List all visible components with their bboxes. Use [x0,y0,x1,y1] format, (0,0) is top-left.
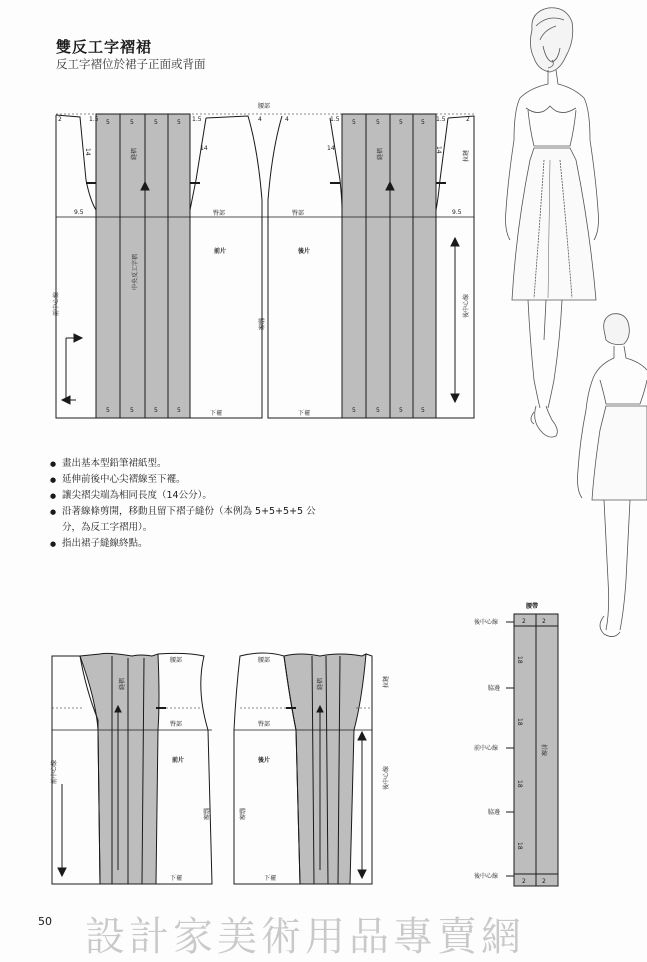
waistband-2-b: 2 [542,618,546,625]
label-offset-left: 9.5 [74,209,84,216]
bottom-waist-left: 腰部 [170,656,182,664]
bottom-hem-right: 下襬 [264,874,276,882]
fashion-figure-front [506,8,599,437]
label-num-1-5-d: 1.5 [436,116,446,123]
instruction-item: ● 畫出基本型鉛筆裙紙型。 [50,456,360,472]
label-num-1-5-b: 1.5 [192,116,202,123]
label-pleat-5-g: 5 [399,119,403,126]
label-dart-14-a: 14 [84,148,91,156]
label-hem-right: 下襬 [298,409,310,417]
instruction-list [50,456,360,552]
waistband-18-c: 18 [516,780,523,788]
waistband-2-c: 2 [522,878,526,885]
bottom-front-center-line: 前中心線 [50,760,58,784]
label-pleat-5-i: 5 [106,407,110,414]
label-pleat-5-j: 5 [130,407,134,414]
label-pleat-5-n: 5 [376,407,380,414]
waistband-fold: 折線 [540,744,548,756]
label-pleat-5-f: 5 [376,119,380,126]
label-dart-14-d: 14 [435,146,442,154]
label-num-4-b: 4 [285,116,289,123]
label-pleat-left: 縫褶 [130,148,138,160]
bottom-pleat-right: 縫褶 [316,678,324,690]
bottom-hip-left: 臀部 [170,720,182,728]
label-pleat-5-a: 5 [106,119,110,126]
label-back-center-line: 後中心線 [462,294,470,318]
bottom-front-piece: 前片 [172,756,184,764]
waistband-2-d: 2 [542,878,546,885]
label-pleat-5-k: 5 [154,407,158,414]
label-waist: 腰部 [258,102,270,110]
bottom-hem-left: 下襬 [170,874,182,882]
label-side-seam: 脇線 [257,318,265,330]
label-hem-left: 下襬 [210,409,222,417]
label-dart-14-c: 14 [327,145,335,152]
label-pleat-5-c: 5 [154,119,158,126]
bottom-hip-right: 臀部 [258,720,270,728]
waistband-label-3: 前中心線 [474,744,498,752]
instruction-item-continued: 分，為反工字褶用）。 [50,520,360,536]
front-pleat-panel [96,114,190,418]
label-pleat-5-o: 5 [399,407,403,414]
waistband-18-d: 18 [516,842,523,850]
label-pleat-5-d: 5 [177,119,181,126]
waistband-label-5: 後中心線 [474,872,498,880]
label-hip-left: 臀部 [213,209,225,217]
waistband-18-a: 18 [516,656,523,664]
page-number: 50 [38,915,52,928]
waistband-label-2: 脇邊 [488,684,500,692]
label-pleat-5-p: 5 [421,407,425,414]
bottom-pattern [52,653,372,884]
top-pattern [56,114,474,418]
bottom-back-piece: 後片 [257,756,270,764]
page-title: 雙反工字褶裙 [56,36,152,57]
waistband-label-4: 脇邊 [488,808,500,816]
bottom-back-shaded [284,654,366,884]
label-pleat-5-h: 5 [421,119,425,126]
label-offset-right: 9.5 [452,209,462,216]
page-subtitle: 反工字褶位於裙子正面或背面 [56,56,206,72]
bottom-back-center-line: 後中心線 [382,766,390,790]
label-zipper: 拉鏈 [462,150,470,162]
bottom-zipper: 拉鏈 [382,676,390,688]
waistband-2-a: 2 [522,618,526,625]
bottom-waist-right: 腰部 [258,656,270,664]
instruction-item: ● 延伸前後中心尖褶線至下襬。 [50,472,360,488]
instruction-item: ● 讓尖褶尖端為相同長度（14公分）。 [50,488,360,504]
label-pleat-5-m: 5 [352,407,356,414]
watermark: 設計家美術用品專賣網 [85,905,525,962]
label-hip-right: 臀部 [292,209,304,217]
label-center-box-pleat: 中央反工字褶 [131,254,139,290]
label-dart-14-b: 14 [200,145,208,152]
bottom-pleat-left: 縫褶 [118,678,126,690]
back-pleat-panel [342,114,436,418]
label-num-2-right: 2 [466,116,470,123]
bottom-side-seam-left: 脇線 [202,808,210,820]
waistband-18-b: 18 [516,718,523,726]
label-pleat-5-e: 5 [352,119,356,126]
label-num-4-a: 4 [258,116,262,123]
bottom-side-seam-right: 脇線 [238,808,246,820]
label-num-1-5-a: 1.5 [89,116,99,123]
waistband-title: 腰帶 [526,602,538,610]
label-num-2-left: 2 [58,116,62,123]
instruction-item: ● 指出裙子縫線終點。 [50,536,360,552]
label-pleat-5-b: 5 [130,119,134,126]
label-pleat-right: 縫褶 [376,148,384,160]
instruction-item: ● 沿著線條剪開，移動且留下褶子縫份（本例為 5+5+5+5 公 [50,504,360,520]
label-front-piece: 前片 [214,247,226,255]
label-num-1-5-c: 1.5 [330,116,340,123]
waistband [506,614,558,886]
waistband-label-1: 後中心線 [474,618,498,626]
label-front-center-line: 前中心線 [52,292,60,316]
fashion-figure-back [578,314,647,637]
label-pleat-5-l: 5 [177,407,181,414]
label-back-piece: 後片 [297,247,310,255]
